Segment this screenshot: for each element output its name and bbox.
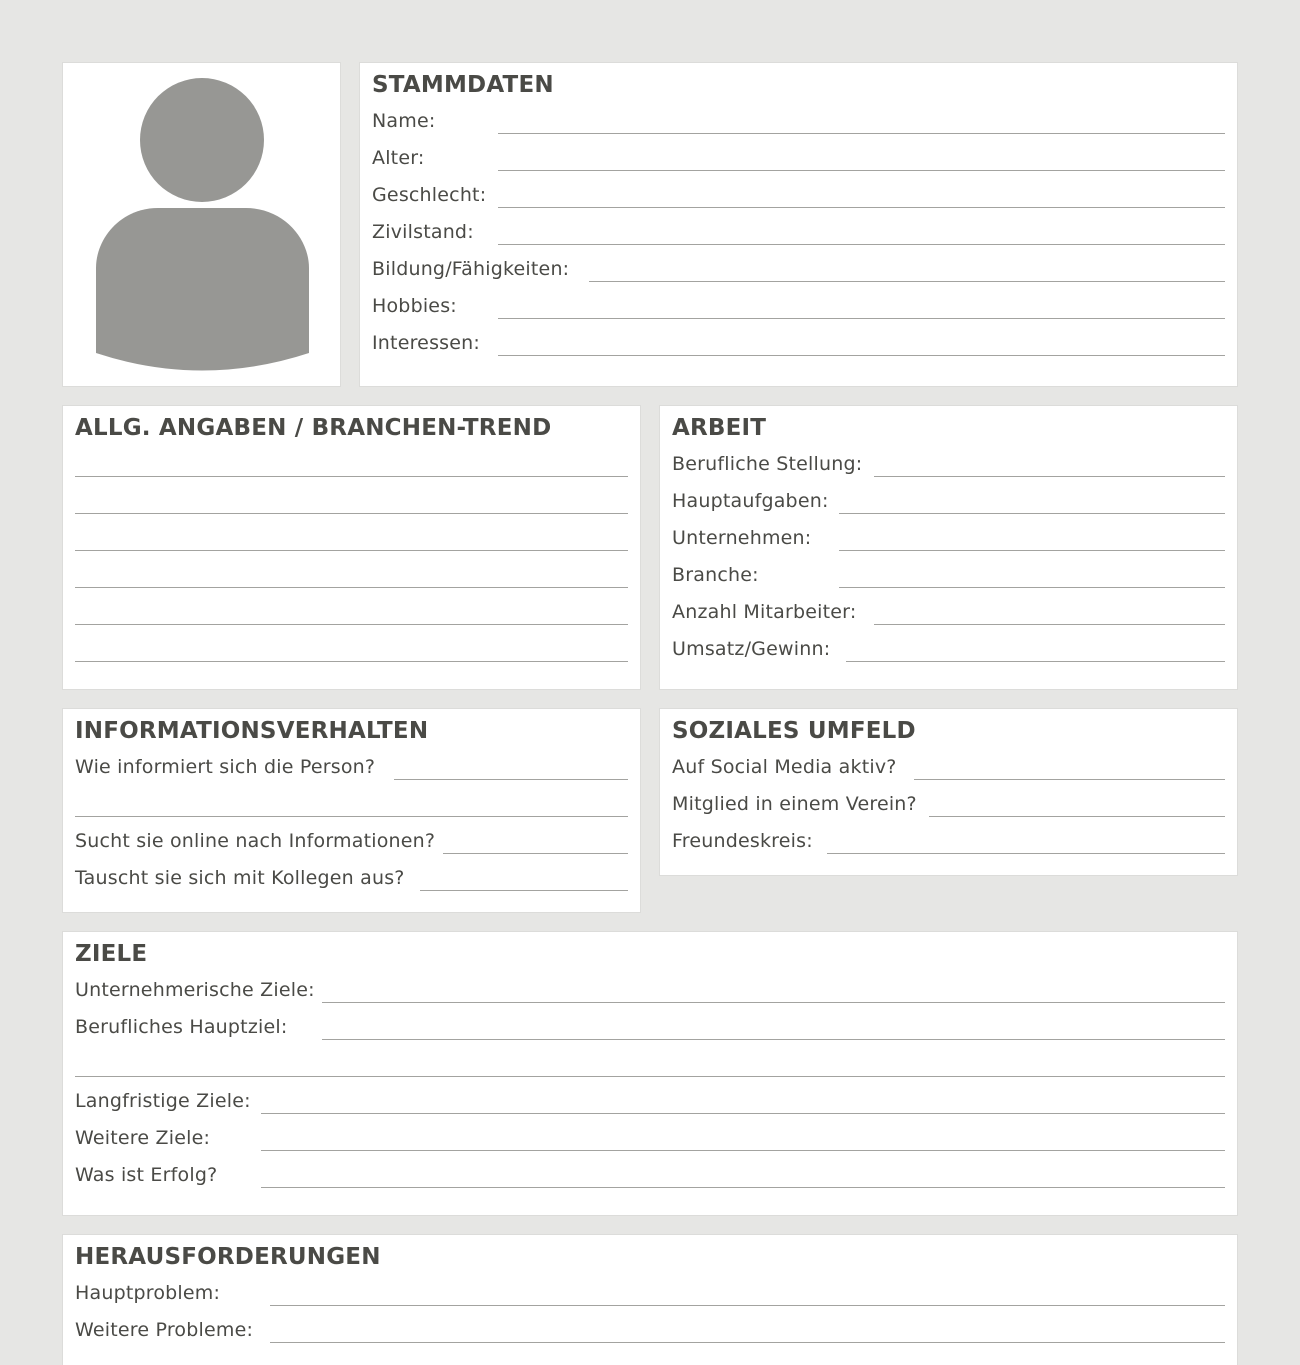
fill-line[interactable] [827, 853, 1225, 854]
field-label: Weitere Ziele: [75, 1127, 211, 1149]
informationsverhalten-section [62, 708, 641, 913]
ziele-field-unternehmerisch[interactable] [75, 975, 1225, 1005]
ziele-field-langfristig[interactable] [75, 1086, 1225, 1116]
arbeit-field-umsatz[interactable] [672, 634, 1225, 664]
field-label: Auf Social Media aktiv? [672, 756, 897, 778]
field-label: Langfristige Ziele: [75, 1090, 251, 1112]
field-label: Was ist Erfolg? [75, 1164, 218, 1186]
field-label: Zivilstand: [372, 221, 474, 243]
fill-line[interactable] [839, 587, 1225, 588]
arbeit-field-stellung[interactable] [672, 449, 1225, 479]
fill-line[interactable] [498, 318, 1225, 319]
heraus-field-hauptproblem[interactable] [75, 1278, 1225, 1308]
field-label: Interessen: [372, 332, 480, 354]
fill-line[interactable] [75, 550, 628, 551]
informationsverhalten-title: INFORMATIONSVERHALTEN [75, 718, 429, 744]
fill-line[interactable] [874, 476, 1225, 477]
blank-line-row[interactable] [75, 449, 628, 479]
blank-line-row[interactable] [75, 1049, 1225, 1079]
field-label: Berufliches Hauptziel: [75, 1016, 288, 1038]
blank-line-row[interactable] [75, 523, 628, 553]
fill-line[interactable] [498, 244, 1225, 245]
allg-angaben-section [62, 405, 641, 690]
ziele-title: ZIELE [75, 941, 148, 967]
field-label: Mitglied in einem Verein? [672, 793, 917, 815]
sozial-field-social-media[interactable] [672, 752, 1225, 782]
info-field-informiert[interactable] [75, 752, 628, 782]
field-label: Anzahl Mitarbeiter: [672, 601, 857, 623]
soziales-umfeld-section [659, 708, 1238, 876]
allg-angaben-title: ALLG. ANGABEN / BRANCHEN-TREND [75, 415, 552, 441]
herausforderungen-title: HERAUSFORDERUNGEN [75, 1244, 381, 1270]
fill-line[interactable] [270, 1305, 1225, 1306]
soziales-umfeld-title: SOZIALES UMFELD [672, 718, 916, 744]
herausforderungen-section [62, 1234, 1238, 1365]
sozial-field-freundeskreis[interactable] [672, 826, 1225, 856]
field-label: Tauscht sie sich mit Kollegen aus? [75, 867, 405, 889]
person-silhouette-icon [63, 63, 342, 388]
field-label: Freundeskreis: [672, 830, 813, 852]
fill-line[interactable] [846, 661, 1225, 662]
stammdaten-title: STAMMDATEN [372, 72, 554, 98]
fill-line[interactable] [929, 816, 1225, 817]
field-label: Hauptaufgaben: [672, 490, 829, 512]
fill-line[interactable] [914, 779, 1225, 780]
field-label: Geschlecht: [372, 184, 487, 206]
info-field-kollegen[interactable] [75, 863, 628, 893]
field-label: Branche: [672, 564, 759, 586]
stammdaten-field-interessen[interactable] [372, 328, 1225, 358]
fill-line[interactable] [75, 513, 628, 514]
blank-line-row[interactable] [75, 789, 628, 819]
ziele-field-hauptziel[interactable] [75, 1012, 1225, 1042]
fill-line[interactable] [839, 513, 1225, 514]
field-label: Unternehmerische Ziele: [75, 979, 315, 1001]
arbeit-field-branche[interactable] [672, 560, 1225, 590]
fill-line[interactable] [498, 207, 1225, 208]
fill-line[interactable] [322, 1039, 1225, 1040]
blank-line-row[interactable] [75, 634, 628, 664]
fill-line[interactable] [498, 355, 1225, 356]
fill-line[interactable] [75, 1076, 1225, 1077]
arbeit-section [659, 405, 1238, 690]
fill-line[interactable] [420, 890, 628, 891]
field-label: Umsatz/Gewinn: [672, 638, 831, 660]
fill-line[interactable] [443, 853, 628, 854]
field-label: Bildung/Fähigkeiten: [372, 258, 570, 280]
fill-line[interactable] [75, 624, 628, 625]
fill-line[interactable] [498, 170, 1225, 171]
blank-line-row[interactable] [75, 597, 628, 627]
fill-line[interactable] [75, 587, 628, 588]
ziele-field-erfolg[interactable] [75, 1160, 1225, 1190]
field-label: Berufliche Stellung: [672, 453, 863, 475]
avatar-card [62, 62, 341, 387]
blank-line-row[interactable] [75, 486, 628, 516]
stammdaten-field-hobbies[interactable] [372, 291, 1225, 321]
sozial-field-verein[interactable] [672, 789, 1225, 819]
field-label: Name: [372, 110, 436, 132]
stammdaten-field-zivilstand[interactable] [372, 217, 1225, 247]
field-label: Weitere Probleme: [75, 1319, 254, 1341]
fill-line[interactable] [75, 476, 628, 477]
stammdaten-field-bildung[interactable] [372, 254, 1225, 284]
fill-line[interactable] [75, 816, 628, 817]
field-label: Unternehmen: [672, 527, 812, 549]
fill-line[interactable] [75, 661, 628, 662]
fill-line[interactable] [839, 550, 1225, 551]
heraus-field-weitere-probleme[interactable] [75, 1315, 1225, 1345]
fill-line[interactable] [394, 779, 628, 780]
blank-line-row[interactable] [75, 560, 628, 590]
fill-line[interactable] [270, 1342, 1225, 1343]
arbeit-field-hauptaufgaben[interactable] [672, 486, 1225, 516]
info-field-online[interactable] [75, 826, 628, 856]
fill-line[interactable] [261, 1150, 1225, 1151]
fill-line[interactable] [261, 1187, 1225, 1188]
fill-line[interactable] [874, 624, 1225, 625]
fill-line[interactable] [322, 1002, 1225, 1003]
stammdaten-field-alter[interactable] [372, 143, 1225, 173]
stammdaten-field-name[interactable] [372, 106, 1225, 136]
arbeit-field-unternehmen[interactable] [672, 523, 1225, 553]
field-label: Alter: [372, 147, 425, 169]
stammdaten-field-geschlecht[interactable] [372, 180, 1225, 210]
arbeit-field-mitarbeiter[interactable] [672, 597, 1225, 627]
field-label: Wie informiert sich die Person? [75, 756, 376, 778]
field-label: Hauptproblem: [75, 1282, 221, 1304]
fill-line[interactable] [589, 281, 1225, 282]
ziele-field-weitere[interactable] [75, 1123, 1225, 1153]
fill-line[interactable] [498, 133, 1225, 134]
field-label: Hobbies: [372, 295, 457, 317]
fill-line[interactable] [261, 1113, 1225, 1114]
ziele-section [62, 931, 1238, 1216]
field-label: Sucht sie online nach Informationen? [75, 830, 436, 852]
arbeit-title: ARBEIT [672, 415, 767, 441]
stammdaten-section [359, 62, 1238, 387]
